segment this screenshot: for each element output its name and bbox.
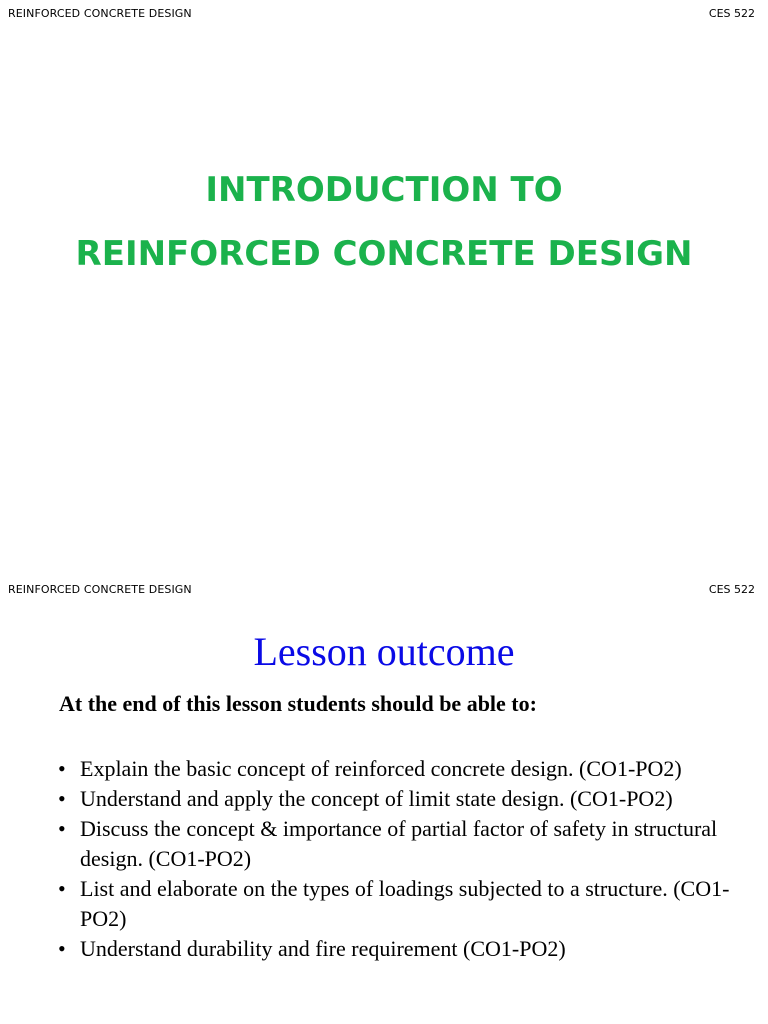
- bullet-icon: •: [58, 786, 66, 811]
- slide-2: [0, 576, 768, 1024]
- bullet-icon: •: [58, 936, 66, 961]
- outcome-list: [58, 754, 748, 964]
- lesson-intro: At the end of this lesson students should be able to:: [59, 691, 537, 716]
- slide-header-course: REINFORCED CONCRETE DESIGN: [8, 7, 192, 20]
- outcome-item: [58, 874, 748, 934]
- bullet-icon: •: [58, 756, 66, 781]
- outcome-item: [58, 754, 748, 784]
- slide-title-line-2: REINFORCED CONCRETE DESIGN: [75, 234, 693, 274]
- outcome-text: Discuss the concept & importance of partial factor of safety in structural design. (CO1-PO2): [80, 816, 718, 871]
- slide-header-code: CES 522: [708, 583, 755, 596]
- slide-title-line-1: INTRODUCTION TO: [205, 170, 563, 210]
- outcome-text: Understand and apply the concept of limit state design. (CO1-PO2): [80, 786, 673, 811]
- slide-header-code: CES 522: [708, 7, 755, 20]
- bullet-icon: •: [58, 876, 66, 901]
- bullet-icon: •: [58, 816, 66, 841]
- outcome-item: [58, 784, 748, 814]
- outcome-text: List and elaborate on the types of loadings subjected to a structure. (CO1-PO2): [80, 876, 730, 931]
- outcome-item: [58, 814, 748, 874]
- slide-header-course: REINFORCED CONCRETE DESIGN: [8, 583, 192, 596]
- lesson-outcome-title: Lesson outcome: [253, 629, 515, 674]
- outcome-text: Understand durability and fire requirement (CO1-PO2): [80, 936, 566, 961]
- outcome-item: [58, 934, 748, 964]
- outcome-text: Explain the basic concept of reinforced concrete design. (CO1-PO2): [80, 756, 682, 781]
- slide-title: [0, 158, 768, 286]
